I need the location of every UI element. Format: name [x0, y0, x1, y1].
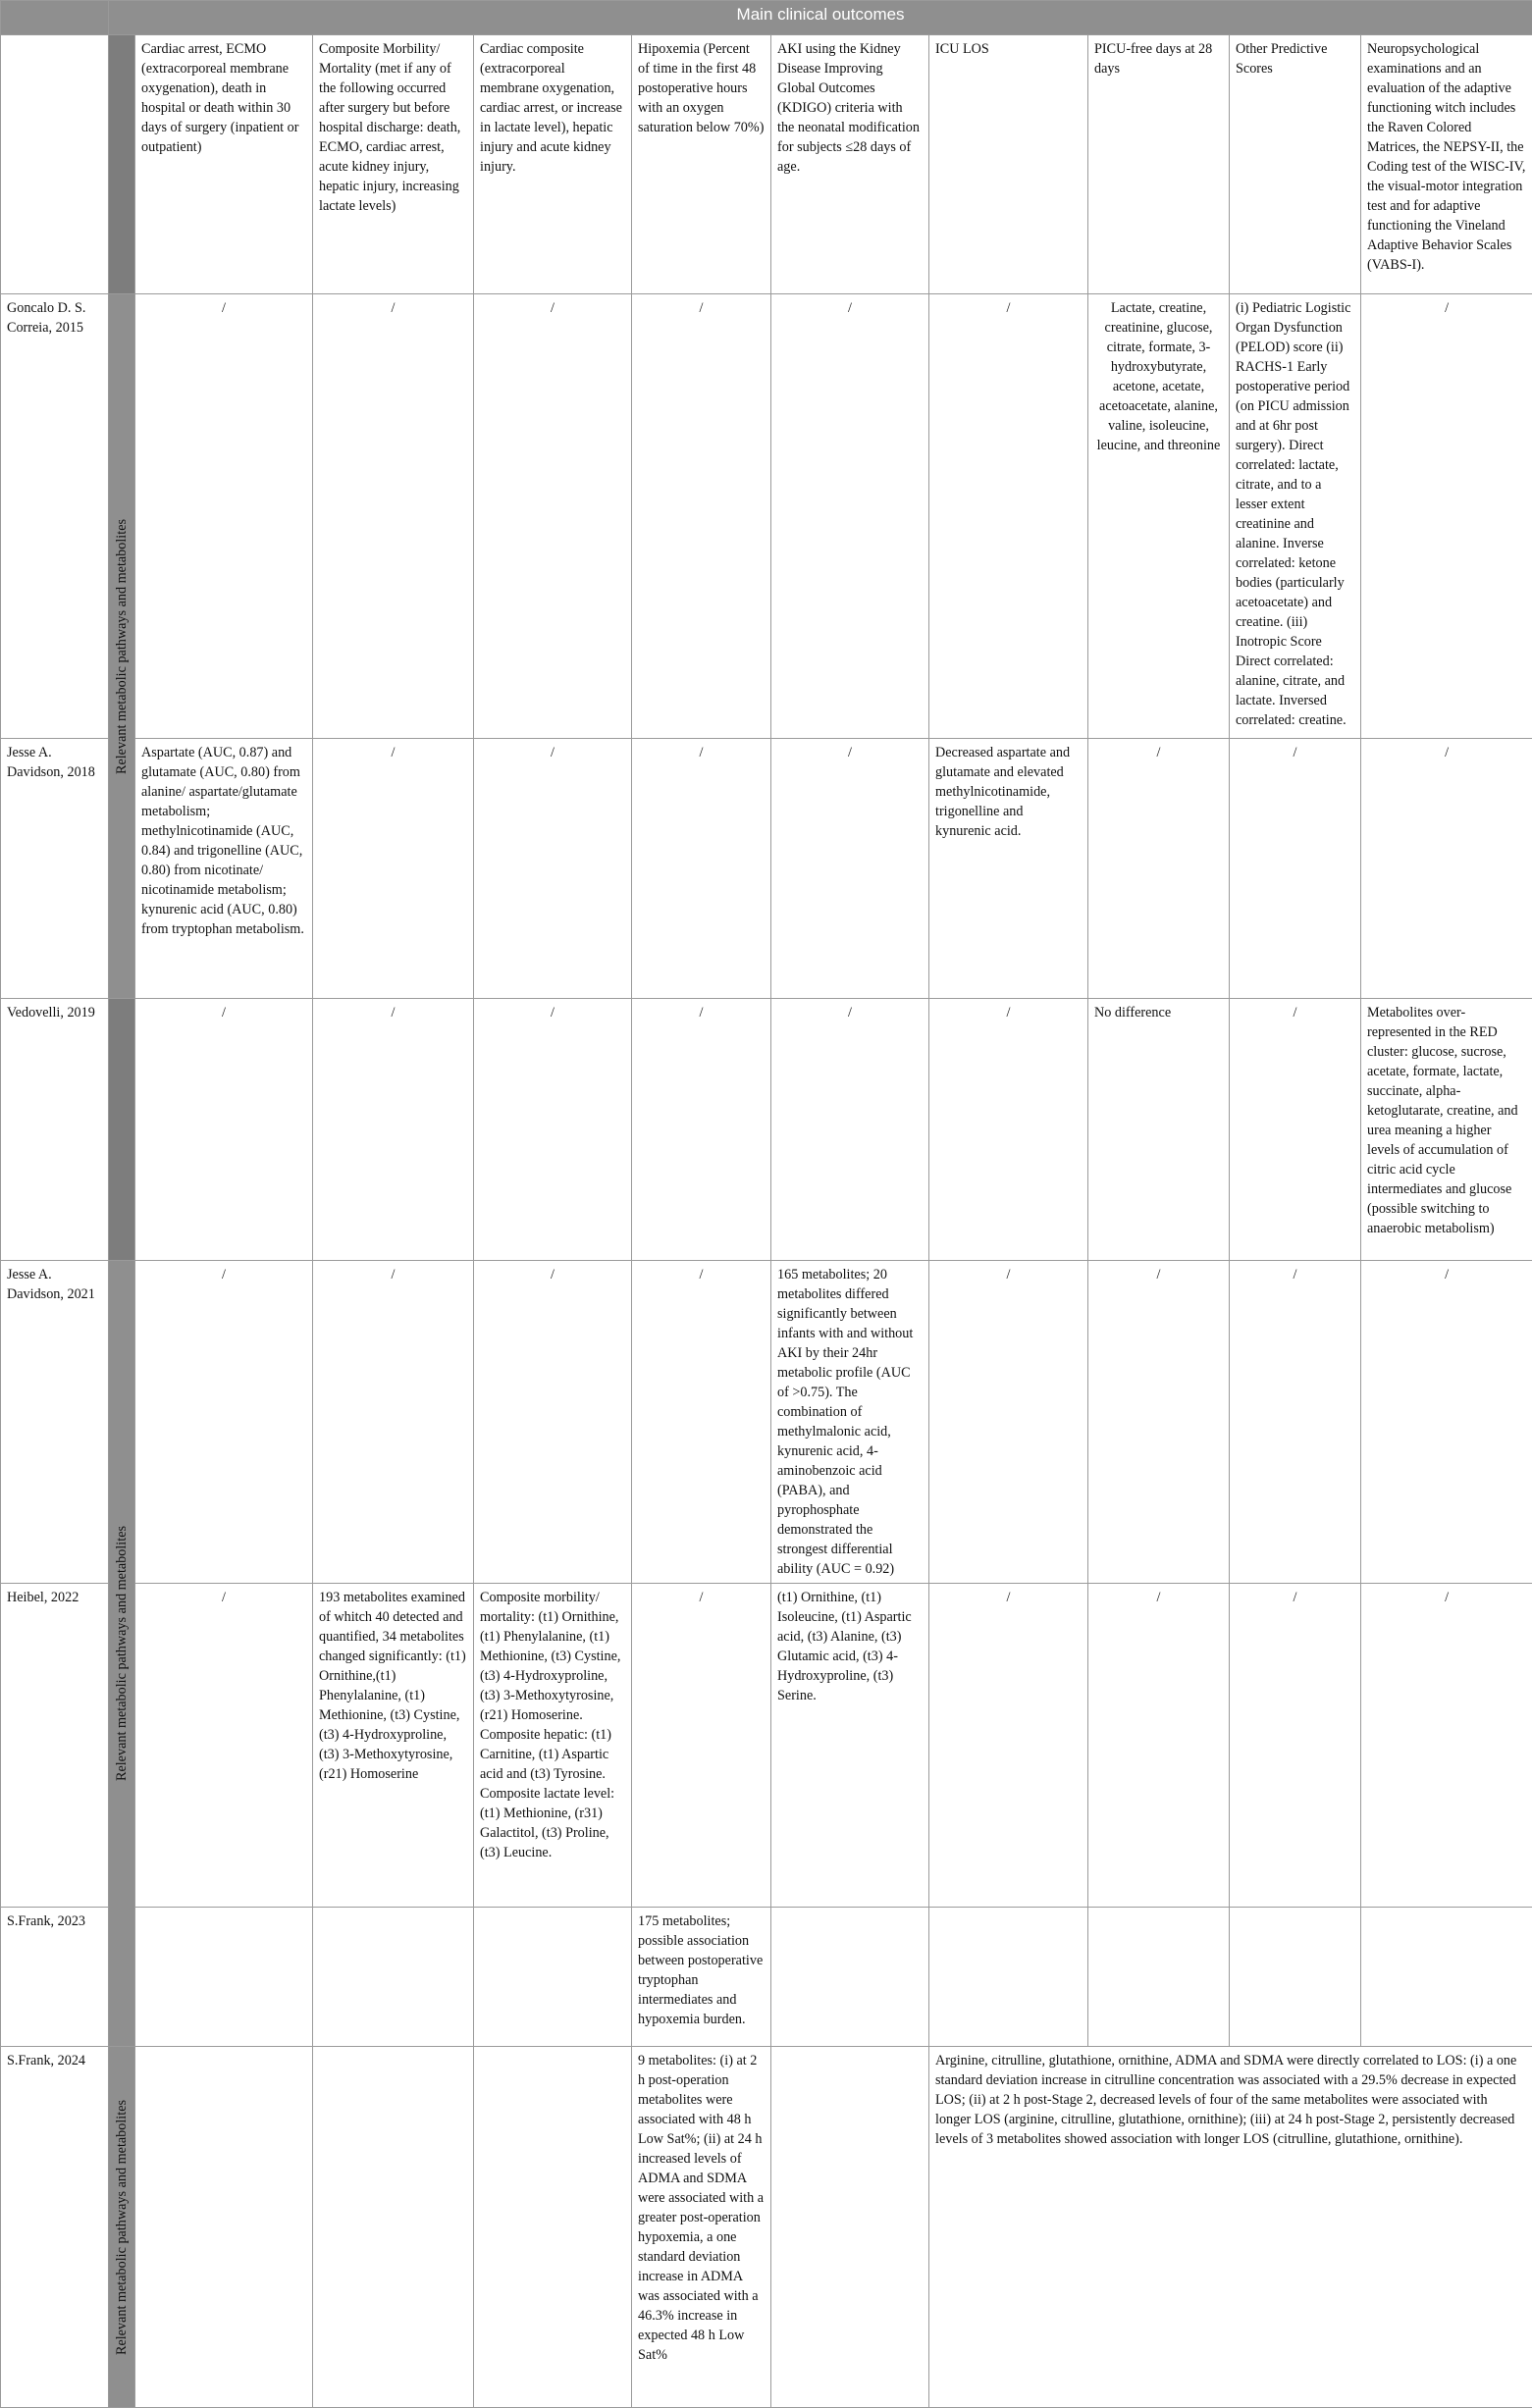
- column-header-blank: [1, 35, 109, 294]
- table-cell: /: [632, 1584, 771, 1908]
- study-cell: Vedovelli, 2019: [1, 999, 109, 1261]
- table-cell: [135, 1908, 313, 2047]
- section-label: Relevant metabolic pathways and metabolites: [112, 518, 132, 773]
- table-cell: /: [474, 999, 632, 1261]
- table-cell: Decreased aspartate and glutamate and elevated methylnicotinamide, trigonelline and kynurenic acid.: [929, 739, 1088, 999]
- table-cell: /: [1361, 739, 1532, 999]
- table-cell: /: [929, 294, 1088, 739]
- column-header: AKI using the Kidney Disease Improving Global Outcomes (KDIGO) criteria with the neonatal modification for subjects ≤28 days of age.: [771, 35, 929, 294]
- table-cell: No difference: [1088, 999, 1230, 1261]
- table-cell: [474, 1908, 632, 2047]
- table-cell: /: [1361, 294, 1532, 739]
- table-cell: [1230, 1908, 1361, 2047]
- table-row: [1, 1908, 1532, 2047]
- table-cell: /: [474, 739, 632, 999]
- table-row: [1, 1584, 1532, 1908]
- table-cell: /: [1230, 739, 1361, 999]
- header-blank-cell: [1, 1, 109, 35]
- table-cell: [313, 1908, 474, 2047]
- table-cell: /: [1361, 1584, 1532, 1908]
- table-cell: /: [929, 1584, 1088, 1908]
- table-cell: 165 metabolites; 20 metabolites differed significantly between infants with and without AKI by their 24hr metabolic profile (AUC of >0.75). The combination of methylmalonic acid, kynurenic acid, 4-aminobenzoic acid (PABA), and pyrophosphate demonstrated the strongest differential ability (AUC = 0.92): [771, 1261, 929, 1584]
- table-cell: /: [771, 294, 929, 739]
- table-cell: 9 metabolites: (i) at 2 h post-operation metabolites were associated with 48 h Low Sat%; (ii) at 24 h increased levels of ADMA and SDMA were associated with a greater post-operation hypoxemia, a one standard deviation increase in ADMA was associated with a 46.3% increase in expected 48 h Low Sat%: [632, 2047, 771, 2408]
- table-cell: /: [313, 739, 474, 999]
- table-cell: 175 metabolites; possible association between postoperative tryptophan intermediates and hypoxemia burden.: [632, 1908, 771, 2047]
- table-cell: (i) Pediatric Logistic Organ Dysfunction (PELOD) score (ii) RACHS-1 Early postoperative period (on PICU admission and at 6hr post surgery). Direct correlated: lactate, citrate, and to a lesser extent creatinine and alanine. Inverse correlated: ketone bodies (particularly acetoacetate) and creatine. (iii) Inotropic Score Direct correlated: alanine, citrate, and lactate. Inversed correlated: creatine.: [1230, 294, 1361, 739]
- column-header: Other Predictive Scores: [1230, 35, 1361, 294]
- table-cell: /: [313, 294, 474, 739]
- study-cell: Jesse A. Davidson, 2021: [1, 1261, 109, 1584]
- section-label-cell: [109, 294, 135, 999]
- table-cell: /: [1230, 999, 1361, 1261]
- table-cell: /: [632, 1261, 771, 1584]
- column-header: Composite Morbility/ Mortality (met if any of the following occurred after surgery but before hospital discharge: death, ECMO, cardiac arrest, acute kidney injury, hepatic injury, increasing lactate levels): [313, 35, 474, 294]
- table-cell: /: [135, 1261, 313, 1584]
- table-row: [1, 739, 1532, 999]
- column-header: PICU-free days at 28 days: [1088, 35, 1230, 294]
- table-cell: /: [771, 999, 929, 1261]
- table-cell: /: [313, 1261, 474, 1584]
- header-row: [1, 1, 1532, 35]
- table-cell: /: [771, 739, 929, 999]
- table-cell: /: [474, 294, 632, 739]
- table-cell: [771, 2047, 929, 2408]
- table-cell: Lactate, creatine, creatinine, glucose, citrate, formate, 3-hydroxybutyrate, acetone, acetate, acetoacetate, alanine, valine, isoleucine, leucine, and threonine: [1088, 294, 1230, 739]
- table-cell: /: [632, 739, 771, 999]
- study-cell: Goncalo D. S. Correia, 2015: [1, 294, 109, 739]
- table-cell: [1088, 1908, 1230, 2047]
- table-cell: [1361, 1908, 1532, 2047]
- table-cell: /: [1088, 1261, 1230, 1584]
- column-header: Hipoxemia (Percent of time in the first 48 postoperative hours with an oxygen saturation below 70%): [632, 35, 771, 294]
- table-cell: /: [1230, 1584, 1361, 1908]
- table-cell: /: [929, 999, 1088, 1261]
- table-row: [1, 1261, 1532, 1584]
- table-cell: [474, 2047, 632, 2408]
- table-cell: Composite morbility/ mortality: (t1) Ornithine, (t1) Phenylalanine, (t1) Methionine, (t3) Cystine, (t3) 4-Hydroxyproline, (t3) 3-Methoxytyrosine, (r21) Homoserine. Composite hepatic: (t1) Carnitine, (t1) Aspartic acid and (t3) Tyrosine. Composite lactate level: (t1) Methionine, (r31) Galactitol, (t3) Proline, (t3) Leucine.: [474, 1584, 632, 1908]
- gutter-cell: [109, 35, 135, 294]
- study-cell: S.Frank, 2024: [1, 2047, 109, 2408]
- table-cell: /: [135, 294, 313, 739]
- table-cell: /: [1088, 1584, 1230, 1908]
- table-cell: [135, 2047, 313, 2408]
- table-cell: /: [632, 294, 771, 739]
- table-row: [1, 294, 1532, 739]
- table-cell: Metabolites over-represented in the RED cluster: glucose, sucrose, acetate, formate, lactate, succinate, alpha-ketoglutarate, creatine, and urea meaning a higher levels of accumulation of citric acid cycle intermediates and glucose (possible switching to anaerobic metabolism): [1361, 999, 1532, 1261]
- table-cell: [929, 1908, 1088, 2047]
- column-header: Cardiac arrest, ECMO (extracorporeal membrane oxygenation), death in hospital or death within 30 days of surgery (inpatient or outpatient): [135, 35, 313, 294]
- table-cell: Aspartate (AUC, 0.87) and glutamate (AUC, 0.80) from alanine/ aspartate/glutamate metabolism; methylnicotinamide (AUC, 0.84) and trigonelline (AUC, 0.80) from nicotinate/ nicotinamide metabolism; kynurenic acid (AUC, 0.80) from tryptophan metabolism.: [135, 739, 313, 999]
- section-label-cell: [109, 2047, 135, 2408]
- table-title: Main clinical outcomes: [109, 1, 1532, 35]
- section-label-cell: [109, 1261, 135, 2047]
- section-label: Relevant metabolic pathways and metabolites: [112, 1526, 132, 1781]
- column-header: ICU LOS: [929, 35, 1088, 294]
- table-cell: [313, 2047, 474, 2408]
- table-row: [1, 999, 1532, 1261]
- table-cell: /: [929, 1261, 1088, 1584]
- column-header: Cardiac composite (extracorporeal membrane oxygenation, cardiac arrest, or increase in lactate level), hepatic injury and acute kidney injury.: [474, 35, 632, 294]
- table-cell: /: [1088, 739, 1230, 999]
- table-cell: (t1) Ornithine, (t1) Isoleucine, (t1) Aspartic acid, (t3) Alanine, (t3) Glutamic acid, (t3) 4-Hydroxyproline, (t3) Serine.: [771, 1584, 929, 1908]
- section-label: Relevant metabolic pathways and metabolites: [112, 2099, 132, 2354]
- study-cell: Jesse A. Davidson, 2018: [1, 739, 109, 999]
- study-cell: S.Frank, 2023: [1, 1908, 109, 2047]
- table-cell: /: [1230, 1261, 1361, 1584]
- table-cell: [771, 1908, 929, 2047]
- column-header-row: [1, 35, 1532, 294]
- table-cell: /: [135, 999, 313, 1261]
- gutter-cell: [109, 999, 135, 1261]
- table-cell: /: [1361, 1261, 1532, 1584]
- table-cell: /: [135, 1584, 313, 1908]
- table-cell: /: [474, 1261, 632, 1584]
- table-row: [1, 2047, 1532, 2408]
- table-cell: /: [313, 999, 474, 1261]
- table-cell: /: [632, 999, 771, 1261]
- table-cell: 193 metabolites examined of whitch 40 detected and quantified, 34 metabolites changed significantly: (t1) Ornithine,(t1) Phenylalanine, (t1) Methionine, (t3) Cystine, (t3) 4-Hydroxyproline, (t3) 3-Methoxytyrosine, (r21) Homoserine: [313, 1584, 474, 1908]
- column-header: Neuropsychological examinations and an evaluation of the adaptive functioning witch includes the Raven Colored Matrices, the NEPSY-II, the Coding test of the WISC-IV, the visual-motor integration test and for adaptive functioning the Vineland Adaptive Behavior Scales (VABS-I).: [1361, 35, 1532, 294]
- merged-los-cell: Arginine, citrulline, glutathione, ornithine, ADMA and SDMA were directly correlated to LOS: (i) a one standard deviation increase in citrulline concentration was associated with a 29.5% decrease in expected LOS; (ii) at 2 h post-Stage 2, decreased levels of four of the same metabolites were associated with longer LOS (arginine, citrulline, glutathione, ornithine); (iii) at 24 h post-Stage 2, persistently decreased levels of 3 metabolites showed association with longer LOS (citrulline, glutathione, ornithine).: [929, 2047, 1532, 2408]
- study-cell: Heibel, 2022: [1, 1584, 109, 1908]
